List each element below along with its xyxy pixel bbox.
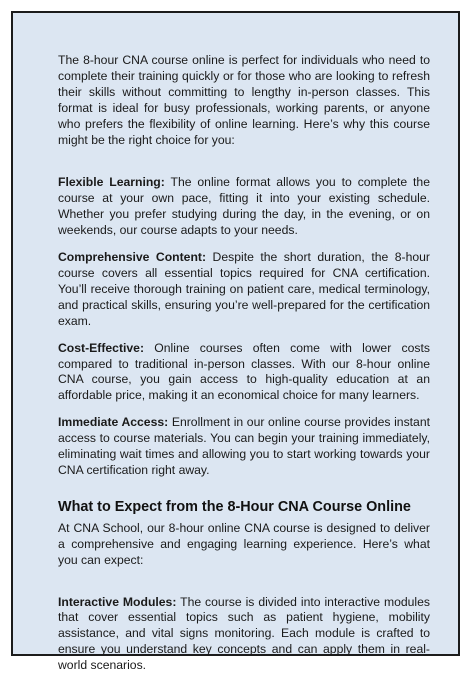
benefit-text: Enrollment in our online course provides instant access to course materials. You can begin your training immediately, eliminating wait times and allowing you to start working towards your CNA certification right away.: [58, 415, 430, 477]
benefit-lead: Comprehensive Content:: [58, 250, 207, 265]
benefit-cost-effective: [58, 341, 430, 405]
interactive-modules-paragraph: [58, 595, 430, 675]
benefit-comprehensive-content: [58, 250, 430, 330]
benefit-text: The online format allows you to complete the course at your own pace, fitting it into your existing schedule. Whether you prefer studying during the day, in the evening, or on weekends, our course adapts to your needs.: [58, 175, 430, 238]
section-intro-paragraph: At CNA School, our 8-hour online CNA course is designed to deliver a comprehensive and engaging learning experience. Here’s what you can expect:: [58, 520, 430, 567]
modules-lead: Interactive Modules:: [58, 594, 177, 609]
benefit-lead: Cost-Effective:: [58, 340, 145, 355]
benefit-flexible-learning: [58, 175, 430, 239]
benefit-lead: Flexible Learning:: [58, 175, 165, 190]
section-heading: What to Expect from the 8-Hour CNA Course Online: [58, 498, 411, 515]
intro-paragraph: The 8-hour CNA course online is perfect for individuals who need to complete their training quickly or for those who are looking to refresh their skills without committing to lengthy in-person classes. This format is ideal for busy professionals, working parents, or anyone who prefers the flexibility of online learning. Here’s why this course might be the right choice for you:: [58, 53, 430, 147]
benefit-immediate-access: [58, 415, 430, 479]
benefit-lead: Immediate Access:: [58, 415, 169, 430]
document-body: [58, 53, 430, 685]
benefit-text: Despite the short duration, the 8-hour course covers all essential topics required for CNA certification. You’ll receive thorough training on patient care, medical terminology, and practical skills, ensuring you’re well-prepared for the certification exam.: [58, 250, 430, 328]
document-page: [11, 11, 460, 673]
benefit-text: Online courses often come with lower costs compared to traditional in-person classes. With our 8-hour online CNA course, you gain access to high-quality education at an affordable price, making it an economical choice for many learners.: [58, 340, 430, 403]
modules-text: The course is divided into interactive modules that cover essential topics such as patient hygiene, mobility assistance, and vital signs monitoring. Each module is crafted to ensure you understand key concepts and can apply them in real-world scenarios.: [58, 594, 431, 673]
